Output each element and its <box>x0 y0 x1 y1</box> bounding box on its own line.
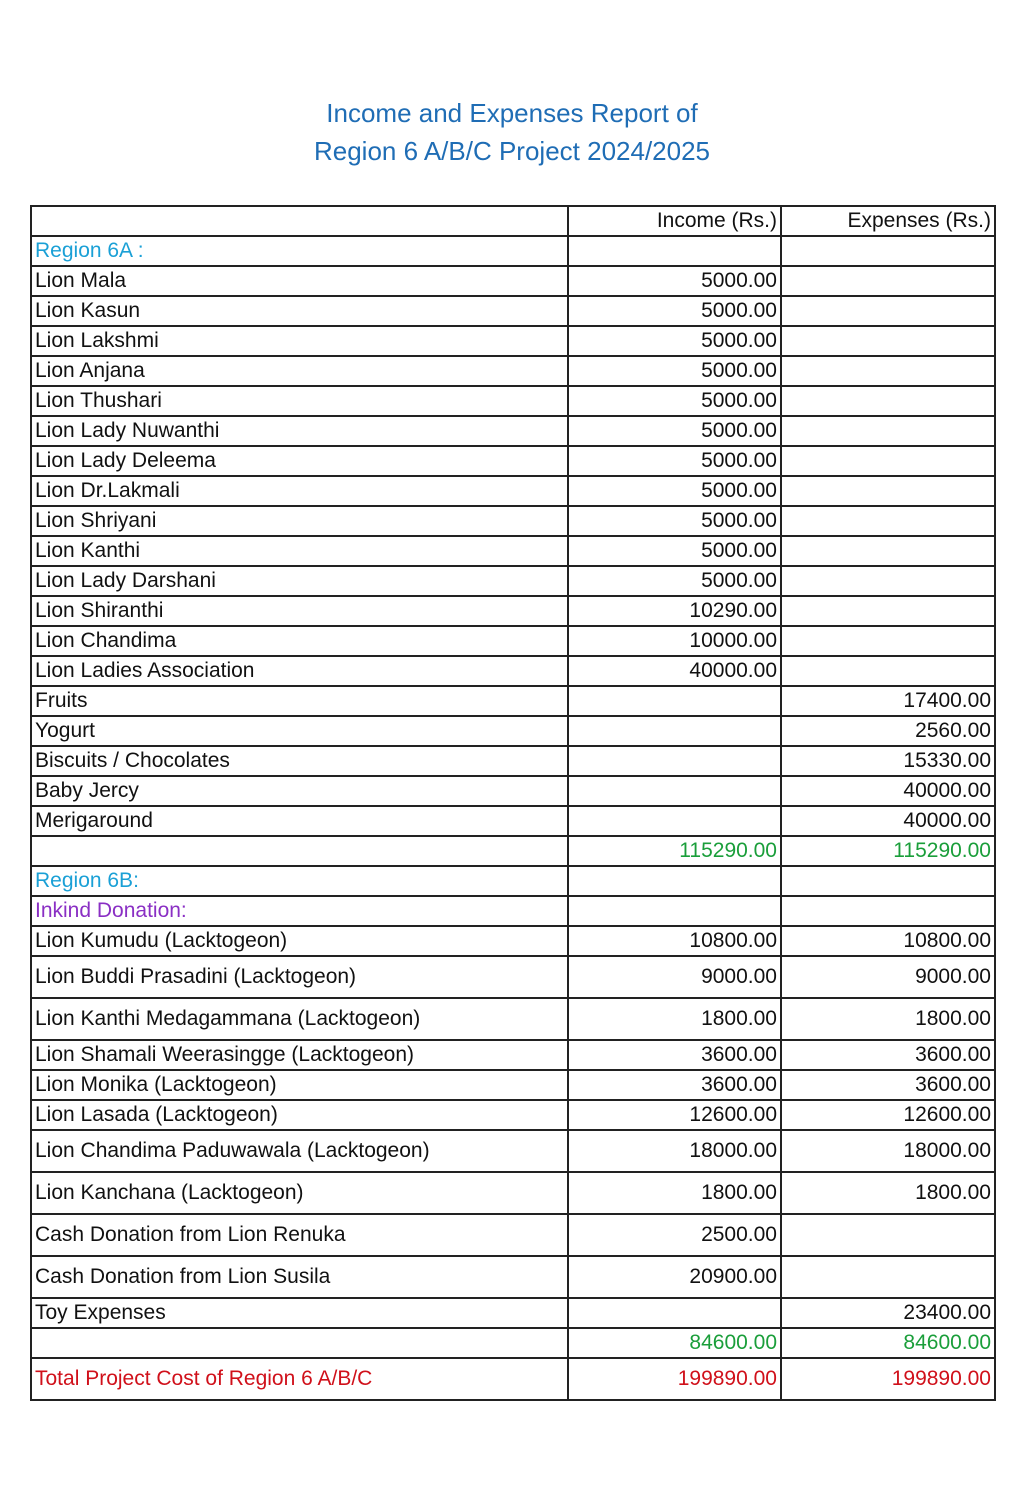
table-row <box>31 326 995 356</box>
section-header-row <box>31 866 995 896</box>
row-expenses <box>781 866 995 896</box>
row-income: 10800.00 <box>568 926 781 956</box>
row-label: Lion Kasun <box>31 296 568 326</box>
table-row <box>31 1298 995 1328</box>
row-income: 5000.00 <box>568 386 781 416</box>
row-income <box>568 806 781 836</box>
table-row <box>31 566 995 596</box>
row-income <box>568 686 781 716</box>
row-label: Lion Lady Deleema <box>31 446 568 476</box>
row-label: Lion Kanchana (Lacktogeon) <box>31 1172 568 1214</box>
row-income: 10000.00 <box>568 626 781 656</box>
table-row <box>31 746 995 776</box>
row-label <box>31 836 568 866</box>
report-title-line-2: Region 6 A/B/C Project 2024/2025 <box>313 136 711 166</box>
table-row <box>31 1040 995 1070</box>
header-expenses: Expenses (Rs.) <box>781 206 995 236</box>
report-title <box>0 94 1024 170</box>
row-expenses <box>781 626 995 656</box>
table-row <box>31 716 995 746</box>
row-label: Biscuits / Chocolates <box>31 746 568 776</box>
table-row <box>31 266 995 296</box>
row-income: 1800.00 <box>568 998 781 1040</box>
table-row <box>31 1100 995 1130</box>
row-label: Region 6B: <box>31 866 568 896</box>
row-expenses: 12600.00 <box>781 1100 995 1130</box>
row-label: Inkind Donation: <box>31 896 568 926</box>
row-label: Cash Donation from Lion Susila <box>31 1256 568 1298</box>
row-expenses <box>781 656 995 686</box>
section-header-row <box>31 236 995 266</box>
row-income: 3600.00 <box>568 1040 781 1070</box>
table-header-row <box>31 206 995 236</box>
row-income: 84600.00 <box>568 1328 781 1358</box>
table-row <box>31 998 995 1040</box>
table-row <box>31 776 995 806</box>
row-income: 5000.00 <box>568 446 781 476</box>
row-label: Total Project Cost of Region 6 A/B/C <box>31 1358 568 1400</box>
row-expenses: 3600.00 <box>781 1040 995 1070</box>
total-row <box>31 1358 995 1400</box>
row-income: 5000.00 <box>568 296 781 326</box>
table-row <box>31 416 995 446</box>
row-expenses: 40000.00 <box>781 806 995 836</box>
row-label: Lion Lakshmi <box>31 326 568 356</box>
row-label: Lion Thushari <box>31 386 568 416</box>
table-row <box>31 386 995 416</box>
table-row <box>31 506 995 536</box>
table-row <box>31 926 995 956</box>
row-income: 12600.00 <box>568 1100 781 1130</box>
row-label: Fruits <box>31 686 568 716</box>
row-income: 2500.00 <box>568 1214 781 1256</box>
row-income: 5000.00 <box>568 566 781 596</box>
row-label: Lion Kanthi Medagammana (Lacktogeon) <box>31 998 568 1040</box>
row-expenses <box>781 356 995 386</box>
row-expenses <box>781 446 995 476</box>
header-label-cell <box>31 206 568 236</box>
table-row <box>31 1130 995 1172</box>
row-income: 20900.00 <box>568 1256 781 1298</box>
row-expenses <box>781 326 995 356</box>
row-expenses: 2560.00 <box>781 716 995 746</box>
row-expenses: 84600.00 <box>781 1328 995 1358</box>
table-row <box>31 1172 995 1214</box>
row-income: 5000.00 <box>568 266 781 296</box>
row-income <box>568 746 781 776</box>
table-row <box>31 626 995 656</box>
row-expenses: 1800.00 <box>781 1172 995 1214</box>
row-income: 5000.00 <box>568 326 781 356</box>
row-label: Lion Shiranthi <box>31 596 568 626</box>
row-expenses <box>781 896 995 926</box>
row-expenses <box>781 476 995 506</box>
row-income: 5000.00 <box>568 476 781 506</box>
row-expenses: 9000.00 <box>781 956 995 998</box>
table-row <box>31 1070 995 1100</box>
subtotal-row <box>31 836 995 866</box>
row-label: Lion Mala <box>31 266 568 296</box>
row-income <box>568 236 781 266</box>
row-label: Region 6A : <box>31 236 568 266</box>
row-expenses: 115290.00 <box>781 836 995 866</box>
row-expenses <box>781 416 995 446</box>
row-expenses: 3600.00 <box>781 1070 995 1100</box>
row-label: Cash Donation from Lion Renuka <box>31 1214 568 1256</box>
row-label: Lion Buddi Prasadini (Lacktogeon) <box>31 956 568 998</box>
row-expenses: 40000.00 <box>781 776 995 806</box>
row-income: 9000.00 <box>568 956 781 998</box>
row-expenses <box>781 236 995 266</box>
row-label: Lion Chandima Paduwawala (Lacktogeon) <box>31 1130 568 1172</box>
report-title-line-1: Income and Expenses Report of <box>326 98 698 128</box>
row-income: 199890.00 <box>568 1358 781 1400</box>
row-expenses <box>781 1256 995 1298</box>
row-expenses <box>781 566 995 596</box>
row-expenses: 1800.00 <box>781 998 995 1040</box>
row-expenses <box>781 266 995 296</box>
row-income: 5000.00 <box>568 416 781 446</box>
row-income <box>568 1298 781 1328</box>
row-label: Yogurt <box>31 716 568 746</box>
table-row <box>31 956 995 998</box>
row-expenses <box>781 506 995 536</box>
row-label: Lion Lady Darshani <box>31 566 568 596</box>
row-income <box>568 716 781 746</box>
table-row <box>31 536 995 566</box>
row-label: Lion Dr.Lakmali <box>31 476 568 506</box>
row-income: 3600.00 <box>568 1070 781 1100</box>
row-label: Lion Kumudu (Lacktogeon) <box>31 926 568 956</box>
row-expenses: 199890.00 <box>781 1358 995 1400</box>
row-expenses: 23400.00 <box>781 1298 995 1328</box>
subtotal-row <box>31 1328 995 1358</box>
row-label: Merigaround <box>31 806 568 836</box>
row-expenses: 17400.00 <box>781 686 995 716</box>
row-income: 5000.00 <box>568 506 781 536</box>
row-label: Lion Kanthi <box>31 536 568 566</box>
row-label: Baby Jercy <box>31 776 568 806</box>
row-label: Lion Lady Nuwanthi <box>31 416 568 446</box>
row-expenses <box>781 596 995 626</box>
table-row <box>31 806 995 836</box>
row-label: Lion Monika (Lacktogeon) <box>31 1070 568 1100</box>
row-label: Toy Expenses <box>31 1298 568 1328</box>
row-label: Lion Anjana <box>31 356 568 386</box>
row-income <box>568 896 781 926</box>
table-row <box>31 596 995 626</box>
table-row <box>31 1256 995 1298</box>
row-income: 1800.00 <box>568 1172 781 1214</box>
row-income: 40000.00 <box>568 656 781 686</box>
income-expenses-table <box>30 205 996 1401</box>
table-row <box>31 296 995 326</box>
header-income: Income (Rs.) <box>568 206 781 236</box>
row-income <box>568 866 781 896</box>
row-income: 5000.00 <box>568 356 781 386</box>
row-label <box>31 1328 568 1358</box>
row-income: 5000.00 <box>568 536 781 566</box>
row-income: 10290.00 <box>568 596 781 626</box>
row-label: Lion Shamali Weerasingge (Lacktogeon) <box>31 1040 568 1070</box>
table-row <box>31 356 995 386</box>
row-label: Lion Shriyani <box>31 506 568 536</box>
table-row <box>31 476 995 506</box>
row-label: Lion Ladies Association <box>31 656 568 686</box>
subsection-header-row <box>31 896 995 926</box>
table-row <box>31 1214 995 1256</box>
row-expenses <box>781 1214 995 1256</box>
row-label: Lion Chandima <box>31 626 568 656</box>
row-expenses <box>781 386 995 416</box>
row-expenses <box>781 296 995 326</box>
row-expenses: 15330.00 <box>781 746 995 776</box>
table-row <box>31 446 995 476</box>
row-income <box>568 776 781 806</box>
table-row <box>31 686 995 716</box>
row-income: 18000.00 <box>568 1130 781 1172</box>
table-row <box>31 656 995 686</box>
row-label: Lion Lasada (Lacktogeon) <box>31 1100 568 1130</box>
row-income: 115290.00 <box>568 836 781 866</box>
row-expenses <box>781 536 995 566</box>
row-expenses: 10800.00 <box>781 926 995 956</box>
row-expenses: 18000.00 <box>781 1130 995 1172</box>
